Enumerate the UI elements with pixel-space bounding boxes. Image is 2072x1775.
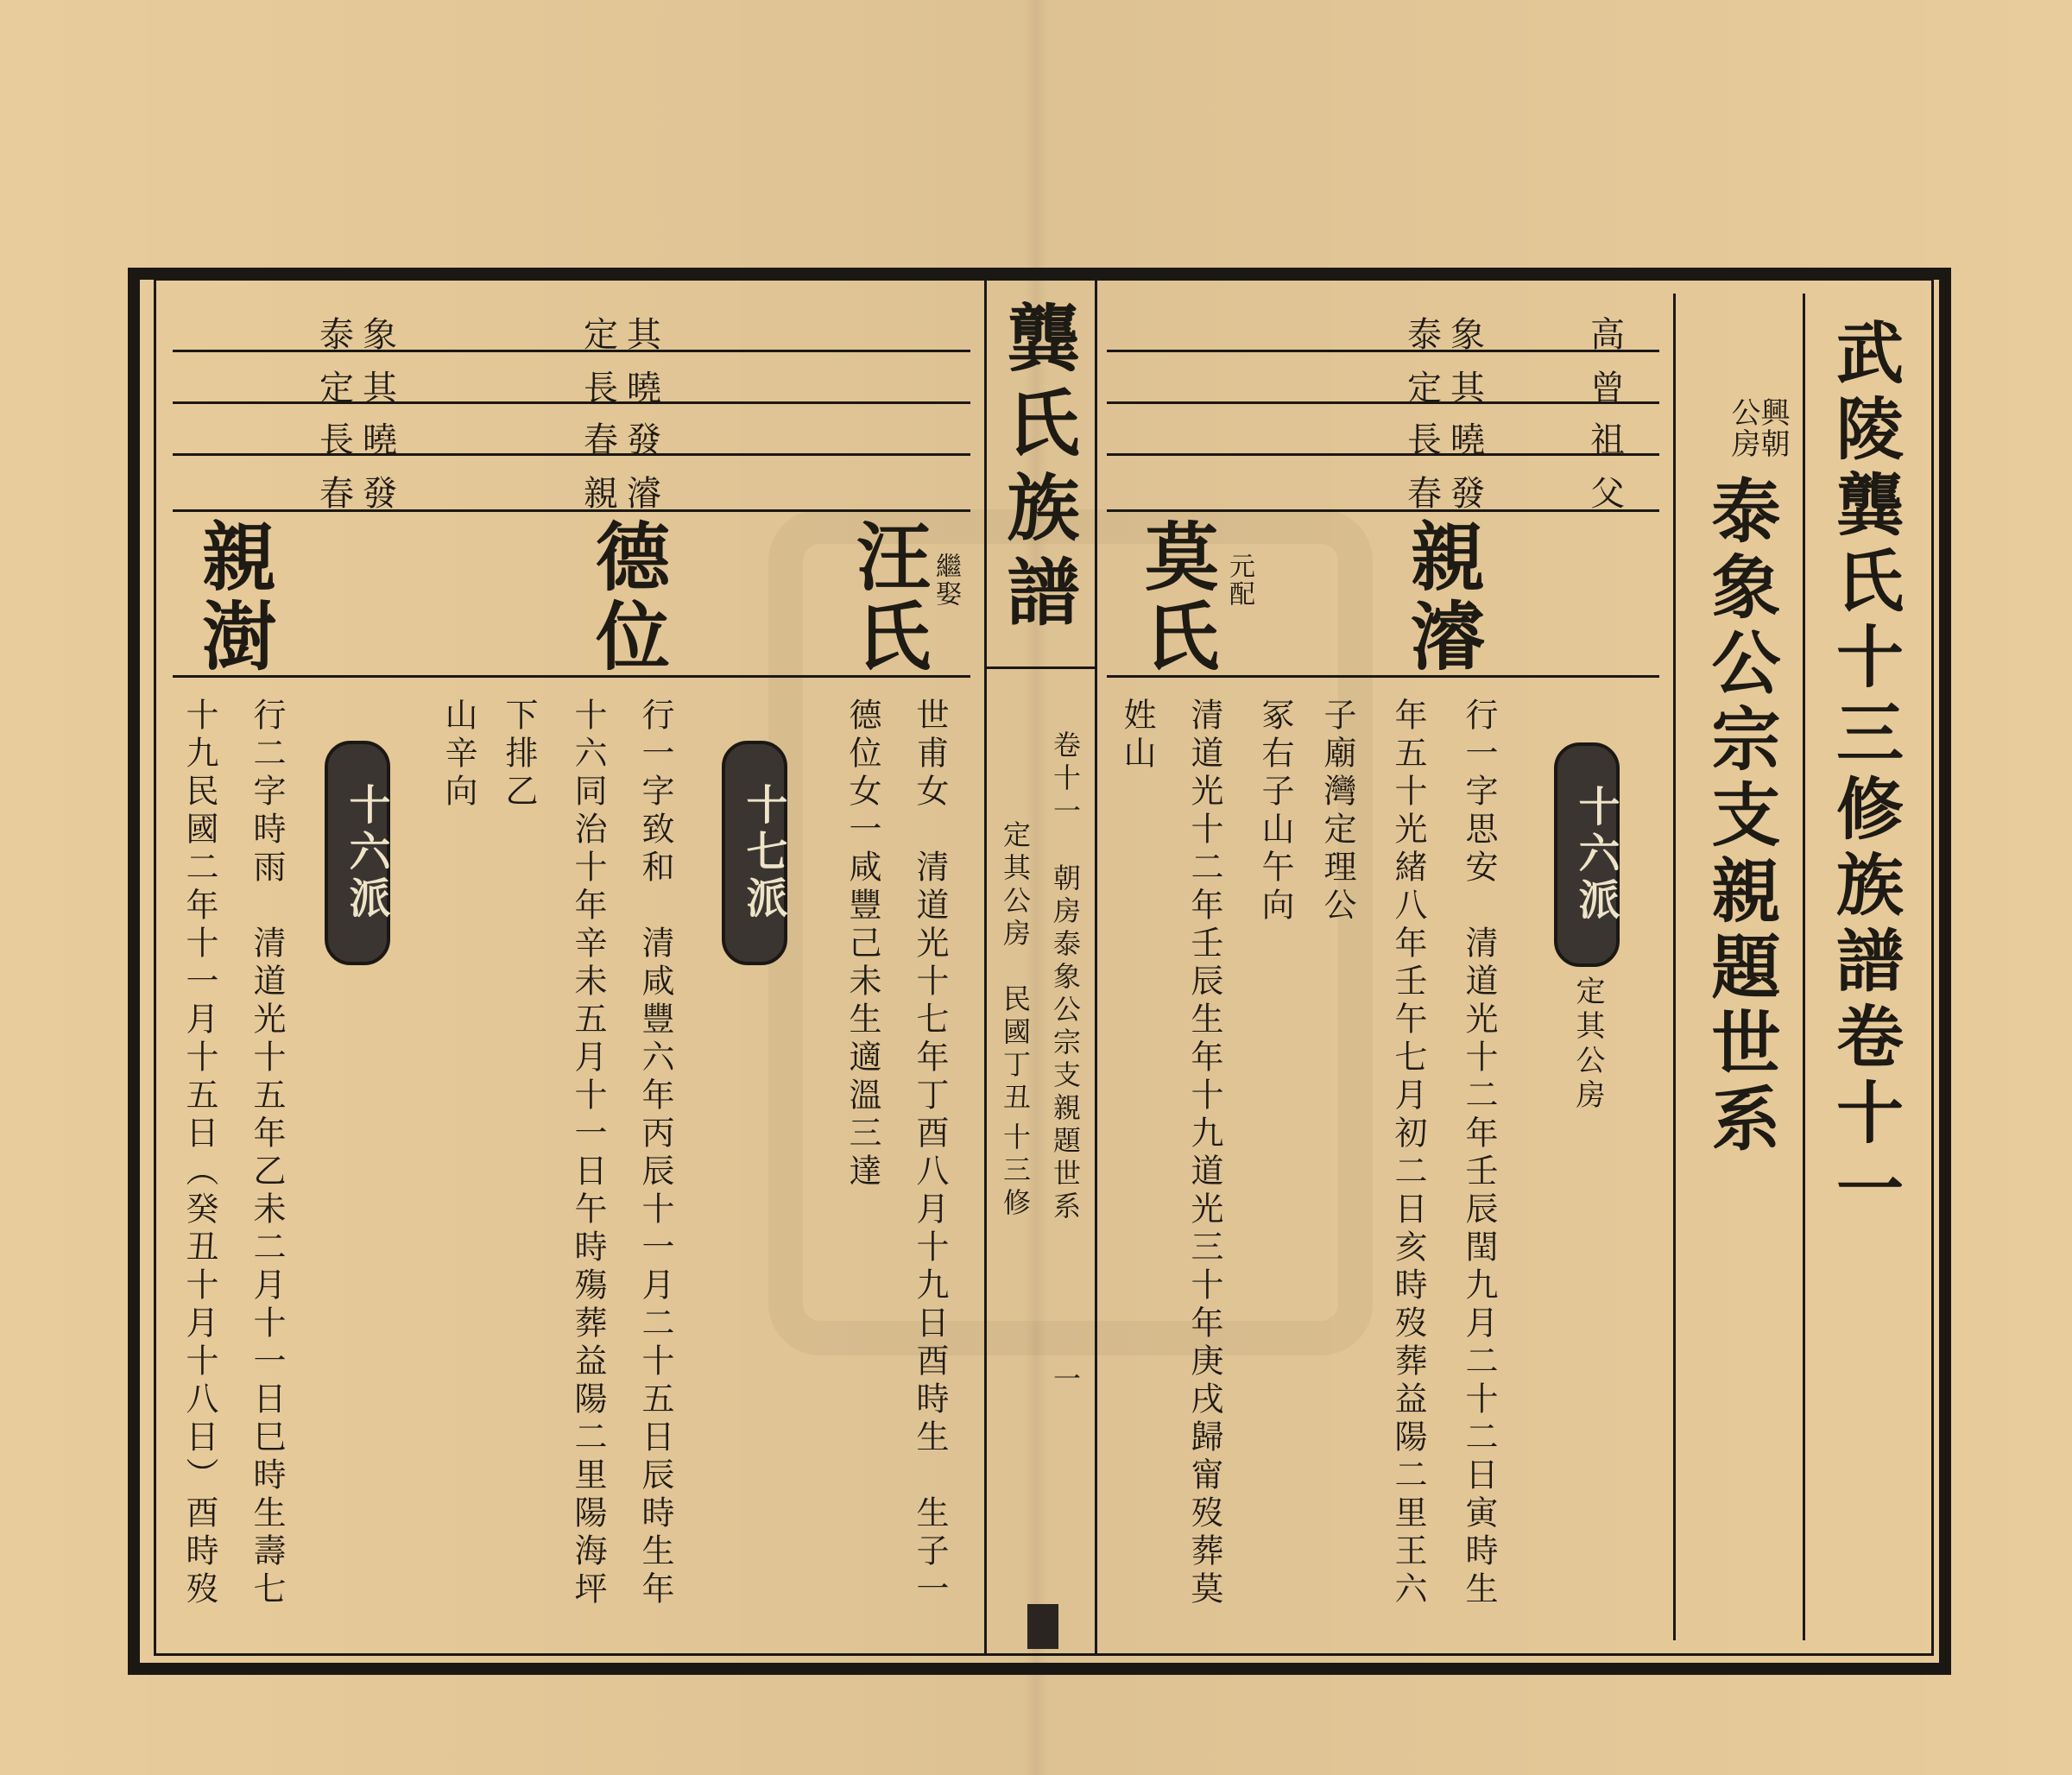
person-name-qinshu: 親澍 [189,518,276,677]
left-lineage-right-4: 親濬 [584,474,670,514]
right-row-line-2 [1107,401,1659,404]
person-name-dewei: 德位 [583,518,670,677]
wife-bio-right-2: 姓山 [1118,698,1156,774]
spine-right-line [1095,278,1097,1656]
generation-badge-16-left: 十六派 [325,741,390,965]
left-lineage-left-4: 春發 [319,474,406,514]
bio-right-4: 冢右子山午向 [1256,698,1294,925]
title-column-line [1673,294,1676,1640]
dewei-bio-4: 山辛向 [439,698,477,812]
person-name-qinjun: 親濬 [1398,518,1485,677]
left-lineage-right-1: 定其 [584,315,670,355]
spine-divider [984,666,1097,669]
center-line2: 定其公房 [999,820,1032,951]
left-lineage-left-2: 定其 [319,369,406,408]
lineage-row-2: 定其 [1407,369,1494,408]
left-row-line-2 [173,401,970,404]
lineage-header-4: 父 [1590,474,1633,514]
qinshu-bio-1: 行二字時雨 清道光十五年乙未二月十一日巳時生壽七 [248,698,286,1609]
lineage-row-1: 泰象 [1407,315,1494,355]
right-row-line-3 [1107,453,1659,456]
left-lineage-left-1: 泰象 [319,315,406,355]
lineage-header-3: 祖 [1590,420,1633,460]
spine-left-line [984,278,987,1656]
center-page-number: 一 [1049,1364,1082,1397]
bio-right-3: 子廟灣定理公 [1318,698,1356,925]
generation-badge-16: 十六派 [1554,742,1620,967]
wife-name-wang: 汪氏 [843,518,931,677]
subtitle: 泰象公宗支親題世系 [1700,475,1781,1159]
right-row-line-1 [1107,350,1659,352]
center-title: 龔氏族譜 [995,300,1081,639]
lineage-header-1: 高 [1590,315,1633,355]
bio-right-1: 行一字思安 清道光十二年壬辰閏九月二十二日寅時生 [1460,698,1498,1609]
center-volume: 卷十一 [1049,730,1082,829]
bio-right-2: 年五十光緒八年壬午七月初二日亥時歿葬益陽二里王六 [1389,698,1427,1609]
wife-title-jiqu: 繼娶 [931,553,961,608]
lineage-row-4: 春發 [1407,474,1494,514]
lineage-header-2: 曾 [1590,369,1633,408]
wife-title-yuanpei: 元配 [1224,553,1254,608]
main-title: 武陵龔氏十三修族譜卷十一 [1825,318,1904,1229]
wife-bio-left-1: 世甫女 清道光十七年丁酉八月十九日酉時生 生子一 [911,698,949,1609]
left-row-line-3 [173,453,970,456]
wife-bio-right-1: 清道光十二年壬辰生年十九道光三十年庚戌歸甯歿葬莫 [1185,698,1223,1609]
title-column-line-2 [1803,294,1805,1640]
generation-badge-17: 十七派 [722,741,787,965]
right-row-line-4 [1107,509,1659,512]
subtitle-small: 興朝公房 [1726,397,1790,459]
left-lineage-right-2: 長曉 [584,369,670,408]
house-label: 定其公房 [1570,976,1605,1114]
dewei-bio-1: 行一字致和 清咸豐六年丙辰十一月二十五日辰時生年 [636,698,674,1609]
spine-black-mark [1027,1604,1058,1649]
wife-bio-left-2: 德位女一咸豐己未生適溫三達 [843,698,881,1191]
qinshu-bio-2: 十九民國二年十一月十五日（癸丑十月十八日）酉時歿 [180,698,218,1609]
dewei-bio-3: 下排乙 [500,698,538,812]
left-row-line-1 [173,350,970,352]
center-line1: 朝房泰象公宗支親題世系 [1049,863,1082,1224]
center-line3: 民國丁丑 [999,984,1032,1115]
lineage-row-3: 長曉 [1407,420,1494,460]
dewei-bio-2: 十六同治十年辛未五月十一日午時殤葬益陽二里陽海坪 [569,698,607,1609]
wife-name-mo: 莫氏 [1132,518,1219,677]
center-line4: 十三修 [999,1122,1032,1221]
left-lineage-left-3: 長曉 [319,420,406,460]
left-lineage-right-3: 春發 [584,420,670,460]
left-row-line-4 [173,509,970,512]
